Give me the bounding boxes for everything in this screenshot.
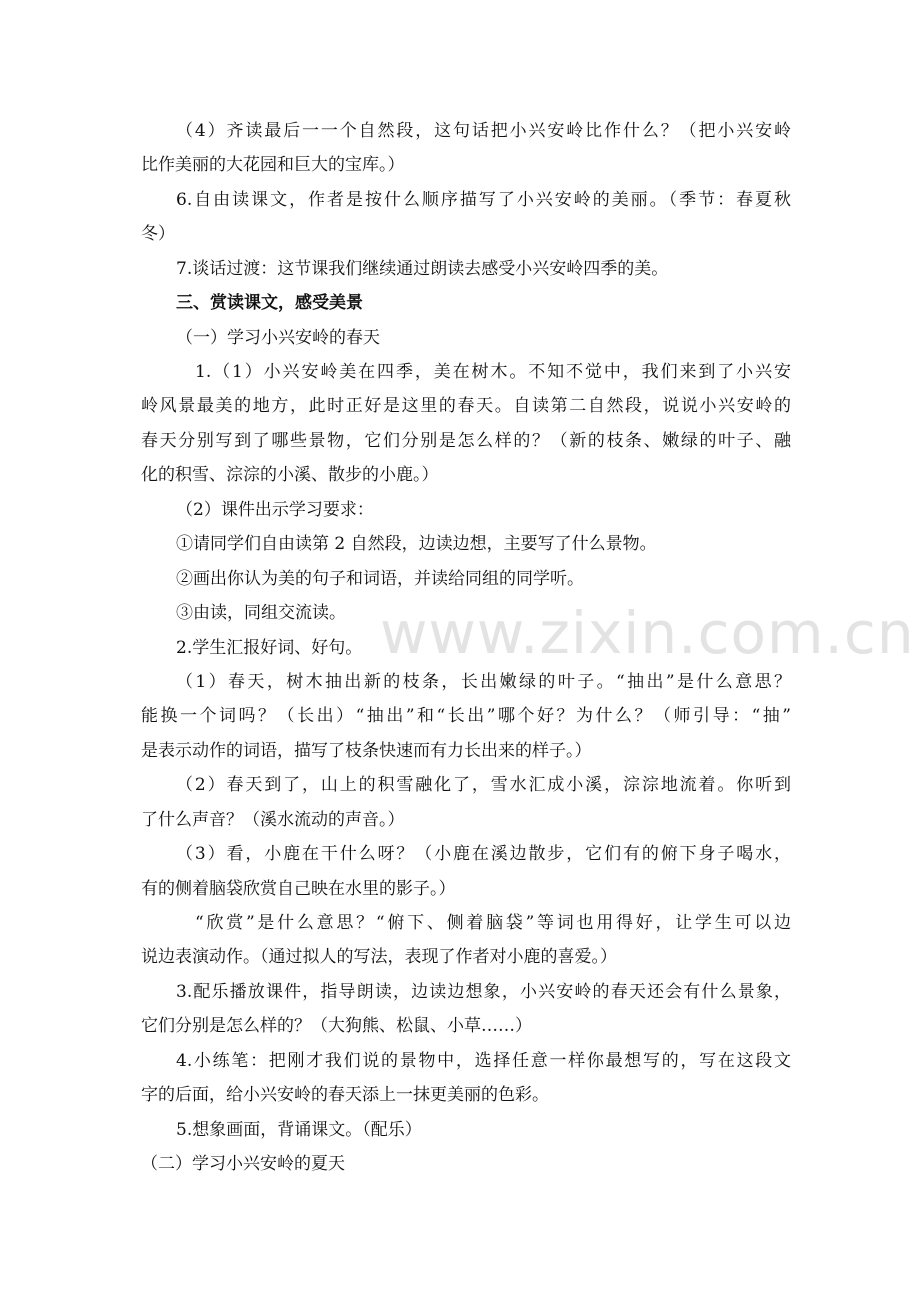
text-line: 冬） bbox=[141, 224, 175, 244]
text-line: 4.小练笔：把刚才我们说的景物中，选择任意一样你最想写的，写在这段文 bbox=[176, 1051, 791, 1071]
text-line: （4）齐读最后一一个自然段，这句话把小兴安岭比作什么？（把小兴安岭 bbox=[176, 121, 791, 141]
text-line: 它们分别是怎么样的？（大狗熊、松鼠、小草……） bbox=[141, 1016, 532, 1036]
text-line: 5.想象画面，背诵课文。（配乐） bbox=[176, 1120, 422, 1140]
text-line: 岭风景最美的地方，此时正好是这里的春天。自读第二自然段，说说小兴安岭的 bbox=[141, 396, 791, 416]
text-line: （1）春天，树木抽出新的枝条，长出嫩绿的叶子。“抽出”是什么意思？ bbox=[176, 672, 791, 692]
text-line: ②画出你认为美的句子和词语，并读给同组的同学听。 bbox=[176, 569, 584, 589]
text-line: （3）看，小鹿在干什么呀？（小鹿在溪边散步，它们有的俯下身子喝水， bbox=[176, 844, 791, 864]
subsection-heading: （二）学习小兴安岭的夏天 bbox=[141, 1154, 345, 1174]
text-line: 7.谈话过渡：这节课我们继续通过朗读去感受小兴安岭四季的美。 bbox=[176, 259, 669, 279]
watermark: www.zixin.com.cn bbox=[380, 599, 915, 667]
section-heading: 三、赏读课文，感受美景 bbox=[176, 293, 363, 313]
text-line: 有的侧着脑袋欣赏自己映在水里的影子。） bbox=[141, 879, 456, 899]
text-line: 春天分别写到了哪些景物，它们分别是怎么样的？（新的枝条、嫩绿的叶子、融 bbox=[141, 431, 791, 451]
text-line: 2.学生汇报好词、好句。 bbox=[176, 638, 363, 658]
text-line: 是表示动作的词语，描写了枝条快速而有力长出来的样子。） bbox=[141, 741, 592, 761]
text-line: 了什么声音？（溪水流动的声音。） bbox=[141, 810, 405, 830]
text-line: （2）课件出示学习要求： bbox=[176, 500, 374, 520]
text-line: 能换一个词吗？（长出）“抽出”和“长出”哪个好？为什么？（师引导：“抽” bbox=[141, 706, 791, 726]
text-line: 3.配乐播放课件，指导朗读，边读边想象，小兴安岭的春天还会有什么景象， bbox=[176, 982, 791, 1002]
text-line: ③由读，同组交流读。 bbox=[176, 603, 346, 623]
text-line: ①请同学们自由读第 2 自然段，边读边想，主要写了什么景物。 bbox=[176, 534, 657, 554]
subsection-heading: （一）学习小兴安岭的春天 bbox=[176, 328, 380, 348]
text-line: 字的后面，给小兴安岭的春天添上一抹更美丽的色彩。 bbox=[141, 1085, 549, 1105]
text-line: 比作美丽的大花园和巨大的宝库。） bbox=[141, 155, 405, 175]
text-line: 1.（1）小兴安岭美在四季，美在树木。不知不觉中，我们来到了小兴安 bbox=[195, 362, 791, 382]
text-line: 6.自由读课文，作者是按什么顺序描写了小兴安岭的美丽。（季节：春夏秋 bbox=[176, 190, 791, 210]
text-line: 化的积雪、淙淙的小溪、散步的小鹿。） bbox=[141, 465, 439, 485]
text-line: 说边表演动作。（通过拟人的写法，表现了作者对小鹿的喜爱。） bbox=[141, 947, 617, 967]
text-line: “欣赏”是什么意思？“俯下、侧着脑袋”等词也用得好，让学生可以边 bbox=[195, 913, 791, 933]
text-line: （2）春天到了，山上的积雪融化了，雪水汇成小溪，淙淙地流着。你听到 bbox=[176, 775, 791, 795]
